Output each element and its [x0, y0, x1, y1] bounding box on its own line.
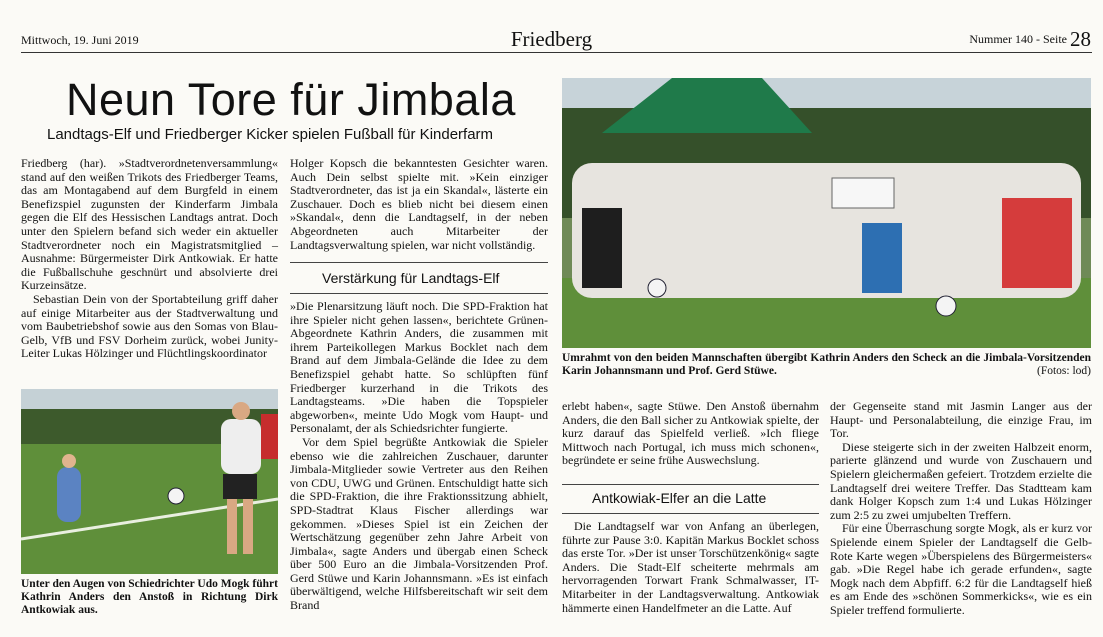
article-column-4 [830, 400, 1092, 618]
issue-page-info [969, 27, 1091, 52]
paragraph: der Gegenseite stand mit Jasmin Langer aus der Haupt- und Personalabteilung, die einzige Frau, im Tor. [830, 399, 1092, 441]
article-column-3-continued [562, 520, 819, 615]
team-group [572, 163, 1081, 316]
issue-date: Mittwoch, 19. Juni 2019 [21, 33, 139, 47]
article-column-3 [562, 400, 819, 468]
paragraph: »Die Plenarsitzung läuft noch. Die SPD-Fraktion hat ihre Spieler nicht gehen lassen«, berichtete Grünen-Abgeordnete Kathrin Anders, die zusammen mit ihrem Parteikollegen Markus Bocklet nach dem Brand auf dem Jimbala-Gelände die Idee zu dem Benefizspiel gehabt hatte. So schlüpften fünf Friedberger kurzerhand in die Trikots des Landtagsteams. »Die haben die Topspieler abgeworben«, meinte Udo Mogk vom Haupt- und Personalamt, der als Schiedsrichter fungierte. [290, 299, 548, 436]
paragraph: Sebastian Dein von der Sportabteilung griff daher auf einige Mitarbeiter aus der Stadtverwaltung und vom Baubetriebshof sowie aus den Somas von Blau-Gelb, VfB und FSV Dorheim zurück, wobei Junity-Leiter Lukas Hölzinger und Flüchtlingskoordinator [21, 291, 278, 361]
subheading-antkowiak: Antkowiak-Elfer an die Latte [562, 484, 819, 514]
paragraph: Friedberg (har). »Stadtverordnetenversammlung« stand auf den weißen Trikots des Friedberger Teams, das am Montagabend auf dem Burgfeld in einem Benefizspiel zugunsten der Kinderfarm Jimbala gegen die Elf des Hessischen Landtags antrat. Doch unter den Spielern befand sich weder ein aktueller Stadtverordneter noch ein Magistratsmitglied – Ausnahme: Bürgermeister Dirk Antkowiak. Er hatte die Fußballschuhe geschnürt und absolvierte drei Kurzeinsätze. [21, 156, 278, 293]
page-number: 28 [1070, 27, 1091, 51]
article-headline: Neun Tore für Jimbala [66, 74, 516, 125]
subheading-verstaerkung: Verstärkung für Landtags-Elf [290, 262, 548, 294]
paragraph: Vor dem Spiel begrüßte Antkowiak die Spieler ebenso wie die zahlreichen Zuschauer, darunter Jimbala-Mitglieder sowie Vertreter aus den Reihen von CDU, UWG und Grünen. Entschuldigt hatte sich die SPD-Fraktion, die ihre Fraktionssitzung abhielt, SPD-Stadtrat Klaus Fischer allerdings war gekommen. »Dieses Spiel ist ein Zeichen der Wertschätzung gegenüber zehn Jahre Arbeit von Jimbala«, sagte Anders und übergab einen Scheck über 500 Euro an die Jimbala-Vorsitzenden Prof. Gerd Stüwe und Karin Johannsmann. »Es ist einfach überwältigend, welche Hilfsbereitschaft wir seit dem Brand [290, 434, 548, 613]
paragraph: Diese steigerte sich in der zweiten Halbzeit enorm, parierte glänzend und wurde von Zuschauern und Spielern gleichermaßen gefeiert. Trotzdem erzielte die Landtagself drei weitere Treffer. Das Stadtteam kam dank Holger Kopsch zum 1:4 und Lukas Hölzinger zum 2:5 zu zwei umjubelten Treffern. [830, 439, 1092, 522]
photo-caption-kickoff: Unter den Augen von Schiedrichter Udo Mogk führt Kathrin Anders den Anstoß in Richtung Dirk Antkowiak aus. [21, 578, 278, 616]
team-photo [562, 78, 1091, 348]
paragraph: Die Landtagself war von Anfang an überlegen, führte zur Pause 3:0. Kapitän Markus Bocklet schoss das erste Tor. »Der ist unser Torschützenkönig« sagte Anders. Die Stadt-Elf scheiterte mehrmals am hervorragenden Torwart Frank Schmalwasser, IT-Mitarbeiter in der Landtagsverwaltung. Antkowiak hämmerte einen Handelfmeter an die Latte. Auf [562, 519, 819, 615]
paragraph: Holger Kopsch die bekanntesten Gesichter waren. Auch Dein selbst spielte mit. »Kein einziger Stadtverordneter, das ist ja ein Skandal«, lästerte ein Zuschauer. Doch es blieb nicht bei diesem einen »Skandal«, denn die Landtagself, in der neben Abgeordneten auch Mitarbeiter der Landtagsverwaltung spielen, war nicht vollständig. [290, 156, 548, 252]
article-subheadline: Landtags-Elf und Friedberger Kicker spielen Fußball für Kinderfarm [47, 126, 494, 143]
article-column-1 [21, 157, 278, 361]
caption-text: Umrahmt von den beiden Mannschaften übergibt Kathrin Anders den Scheck an die Jimbala-Vorsitzenden Karin Johannsmann und Prof. Gerd Stüwe. [562, 352, 1091, 377]
article-column-2-continued [290, 300, 548, 613]
paragraph: Für eine Überraschung sorgte Mogk, als er kurz vor Spielende einem Spieler der Landtagself die Gelb-Rote Karte wegen »Überspielens des Bürgermeisters« gab. »Die Regel habe ich gerade erfunden«, sagte Mogk nach dem Abpfiff. 6:2 für die Landtagself hieß es am Ende des »schönen Sommerkicks«, wie es ein Spieler treffend formulierte. [830, 521, 1092, 617]
article-column-2 [290, 157, 548, 252]
issue-number: Nummer 140 - Seite [969, 32, 1067, 46]
header-rule [21, 52, 1092, 53]
kickoff-photo [21, 389, 278, 574]
section-title: Friedberg [510, 27, 593, 51]
photo-caption-team [562, 352, 1091, 378]
photo-credit: (Fotos: lod) [1037, 365, 1091, 377]
paragraph: erlebt haben«, sagte Stüwe. Den Anstoß übernahm Anders, die den Ball sicher zu Antkowiak spielte, der kurz darauf das Spielfeld verließ. »Ich fliege Mittwoch nach Portugal, ich muss mich schonen«, begründete er seine frühe Auswechslung. [562, 399, 819, 468]
